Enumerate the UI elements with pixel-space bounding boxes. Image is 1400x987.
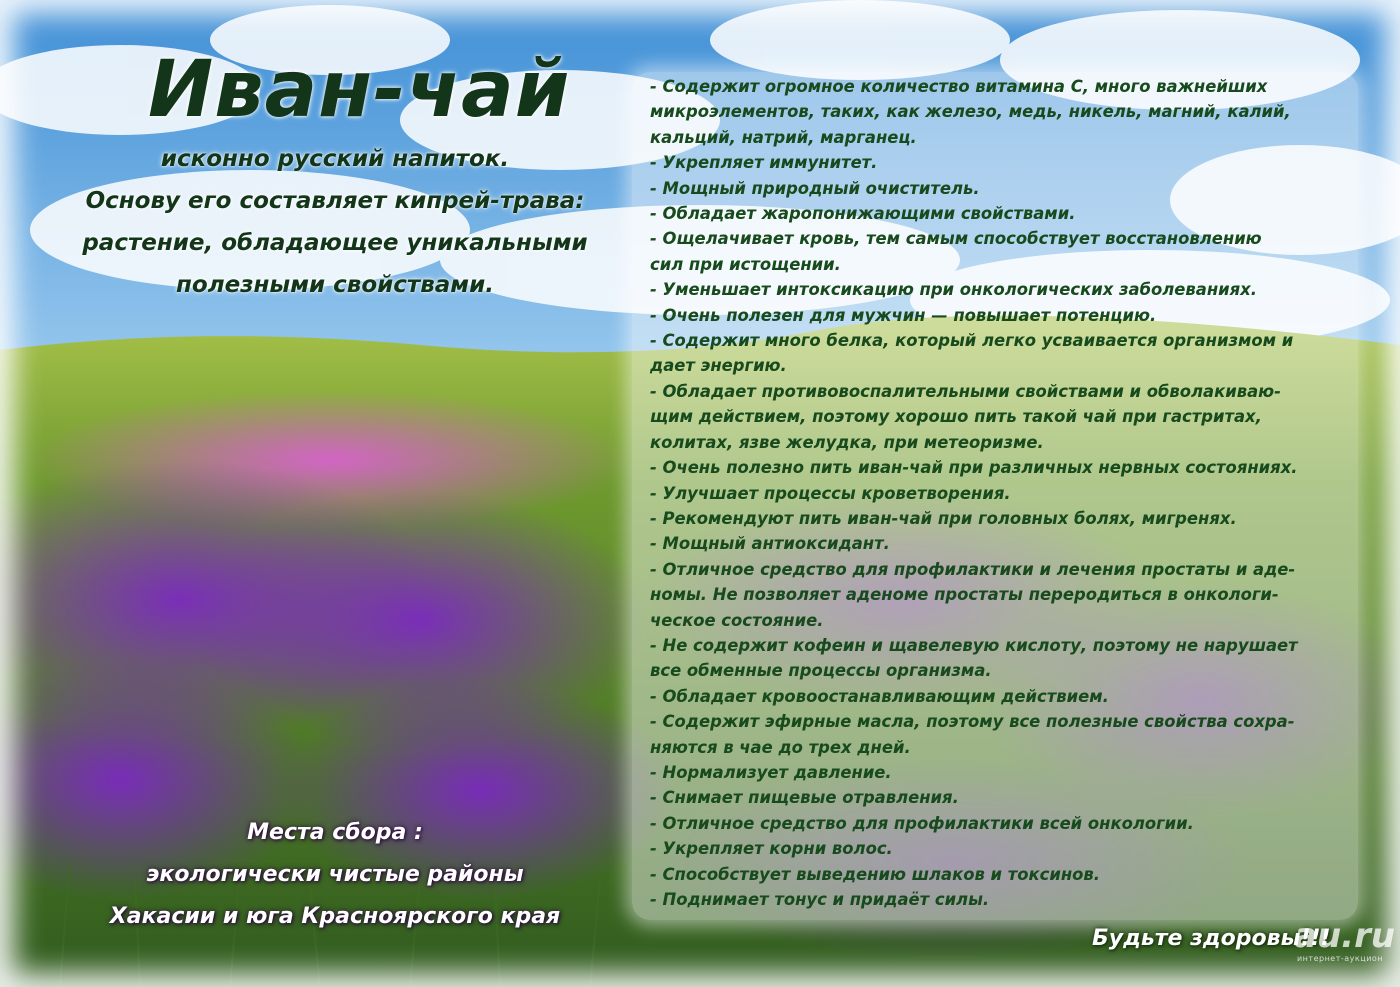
places-line: Хакасии и юга Красноярского края [109,904,561,929]
benefit-line: - Очень полезно пить иван-чай при различных нервных состояниях. [650,458,1298,478]
collection-places [60,812,610,938]
page-title: Иван-чай [148,45,571,135]
benefit-line: - Обладает противовоспалительными свойствами и обволакиваю- [650,381,1281,401]
watermark-logo: au.ru [1294,916,1396,956]
benefit-line: - Поднимает тонус и придаёт силы. [650,890,990,909]
benefit-line: щим действием, поэтому хорошо пить такой чай при гастритах, [650,407,1262,427]
benefit-line: сил при истощении. [650,254,841,274]
subtitle-line: Основу его составляет кипрей-трава: [85,188,585,214]
benefit-line: кальций, натрий, марганец. [650,127,917,147]
watermark-subtitle: интернет-аукцион [1296,954,1384,963]
benefit-line: колитах, язве желудка, при метеоризме. [650,432,1044,452]
benefit-line: - Очень полезен для мужчин — повышает потенцию. [650,305,1157,325]
benefit-line: дает энергию. [650,356,787,376]
subtitle-line: исконно русский напиток. [160,146,510,172]
benefit-line: - Ощелачивает кровь, тем самым способствует восстановлению [650,229,1262,249]
benefit-line: - Обладает кровоостанавливающим действием. [650,686,1109,706]
places-line: экологически чистые районы [146,862,524,887]
farewell-text: Будьте здоровы!!! [1092,926,1331,951]
benefit-line: - Содержит огромное количество витамина С, много важнейших [650,77,1268,96]
subtitle-line: растение, обладающее уникальными [82,230,588,256]
places-line: Места сбора : [247,820,423,845]
benefit-line: - Не содержит кофеин и щавелевую кислоту, поэтому не нарушает [650,635,1298,655]
subtitle-line: полезными свойствами. [176,272,494,298]
benefit-line: номы. Не позволяет аденоме простаты переродиться в онкологи- [650,585,1279,605]
benefit-line: - Мощный природный очиститель. [650,178,980,198]
benefit-line: - Нормализует давление. [650,762,892,782]
benefit-line: - Укрепляет корни волос. [650,839,893,859]
benefit-line: - Мощный антиоксидант. [650,534,890,554]
benefit-line: - Содержит эфирные масла, поэтому все полезные свойства сохра- [650,712,1295,732]
benefit-line: - Отличное средство для профилактики и лечения простаты и аде- [650,559,1296,579]
benefit-line: все обменные процессы организма. [650,661,992,681]
benefit-line: няются в чае до трех дней. [650,737,911,757]
benefit-line: - Улучшает процессы кроветворения. [650,483,1011,503]
benefit-line: - Отличное средство для профилактики всей онкологии. [650,813,1194,833]
subtitle [40,138,630,306]
au-ru-watermark [1294,916,1396,963]
benefit-line: - Содержит много белка, который легко усваивается организмом и [650,331,1294,351]
benefit-line: - Рекомендуют пить иван-чай при головных болях, мигренях. [650,508,1237,528]
benefits-list [650,74,1350,912]
benefit-line: ческое состояние. [650,610,824,630]
benefit-line: - Уменьшает интоксикацию при онкологических заболеваниях. [650,280,1257,300]
benefit-line: - Способствует выведению шлаков и токсинов. [650,864,1101,884]
benefit-line: - Снимает пищевые отравления. [650,788,959,808]
benefit-line: микроэлементов, таких, как железо, медь, никель, магний, калий, [650,102,1291,122]
benefit-line: - Укрепляет иммунитет. [650,153,878,173]
benefit-line: - Обладает жаропонижающими свойствами. [650,204,1076,224]
